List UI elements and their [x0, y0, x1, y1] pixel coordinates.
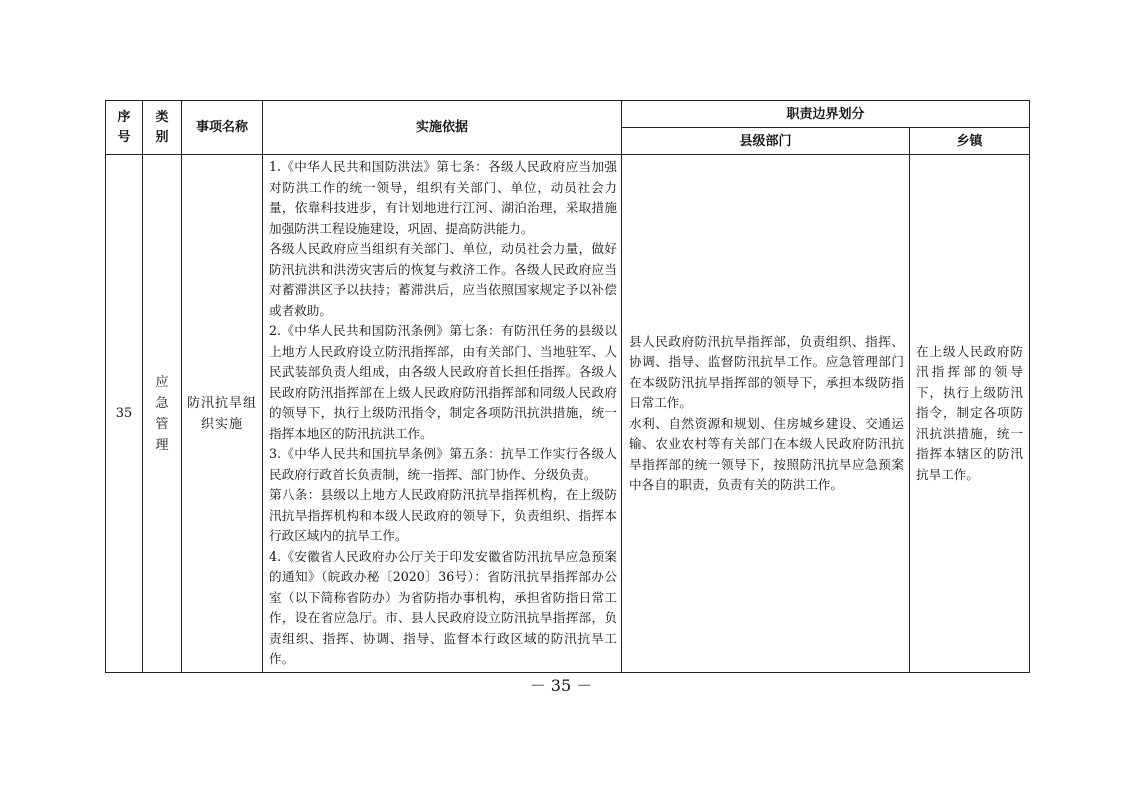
header-item-name: 事项名称: [182, 101, 263, 155]
row-category: 应急管理: [143, 155, 182, 673]
page-number: － 35 －: [529, 676, 593, 695]
basis-paragraph: 各级人民政府应当组织有关部门、单位，动员社会力量，做好防汛抗洪和洪涝灾害后的恢复与救济工作。各级人民政府应当对蓄滞洪区予以扶持；蓄滞洪后，应当依照国家规定予以补偿或者救助。: [269, 241, 617, 318]
header-basis: 实施依据: [263, 101, 622, 155]
duty-table: [105, 100, 1030, 673]
basis-paragraph: 2.《中华人民共和国防汛条例》第七条：有防汛任务的县级以上地方人民政府设立防汛指挥部，由有关部门、当地驻军、人民武装部负责人组成，由各级人民政府首长担任指挥。各级人民政府防汛指挥部在上级人民政府防汛指挥部和同级人民政府的领导下，执行上级防汛指令，制定各项防汛抗洪措施，统一指挥本地区的防汛抗洪工作。: [269, 323, 617, 441]
basis-paragraph: 第八条：县级以上地方人民政府防汛抗旱指挥机构，在上级防汛抗旱指挥机构和本级人民政府的领导下，负责组织、指挥本行政区域内的抗旱工作。: [269, 487, 617, 543]
basis-paragraph: 3.《中华人民共和国抗旱条例》第五条：抗旱工作实行各级人民政府行政首长负责制，统一指挥、部门协作、分级负责。: [269, 446, 617, 482]
row-town-duty: [910, 155, 1030, 673]
county-paragraph: 水利、自然资源和规划、住房城乡建设、交通运输、农业农村等有关部门在本级人民政府防汛抗旱指挥部的统一领导下，按照防汛抗旱应急预案中各自的职责，负责有关的防洪工作。: [629, 415, 904, 492]
basis-paragraph: 1.《中华人民共和国防洪法》第七条：各级人民政府应当加强对防洪工作的统一领导，组织有关部门、单位，动员社会力量，依靠科技进步，有计划地进行江河、湖泊治理，采取措施加强防洪工程设施建设，巩固、提高防洪能力。: [269, 159, 617, 236]
row-basis: [263, 155, 622, 673]
header-category: 类别: [143, 101, 182, 155]
header-town: 乡镇: [910, 128, 1030, 155]
header-county: 县级部门: [622, 128, 910, 155]
table-row: [106, 155, 1030, 673]
row-item-name: 防汛抗旱组织实施: [182, 155, 263, 673]
county-paragraph: 县人民政府防汛抗旱指挥部，负责组织、指挥、协调、指导、监督防汛抗旱工作。应急管理部门在本级防汛抗旱指挥部的领导下，承担本级防指日常工作。: [629, 333, 904, 410]
town-paragraph: 在上级人民政府防汛指挥部的领导下，执行上级防汛指令，制定各项防汛抗洪措施，统一指挥本辖区的防汛抗旱工作。: [916, 343, 1024, 482]
row-seq: 35: [106, 155, 143, 673]
row-county-duty: [622, 155, 910, 673]
basis-paragraph: 4.《安徽省人民政府办公厅关于印发安徽省防汛抗旱应急预案的通知》（皖政办秘〔2020〕36号）：省防汛抗旱指挥部办公室（以下简称省防办）为省防指办事机构，承担省防指日常工作，设在省应急厅。市、县人民政府设立防汛抗旱指挥部，负责组织、指挥、协调、指导、监督本行政区域的防汛抗旱工作。: [269, 548, 617, 666]
header-seq: 序号: [106, 101, 143, 155]
header-duty: 职责边界划分: [622, 101, 1030, 128]
